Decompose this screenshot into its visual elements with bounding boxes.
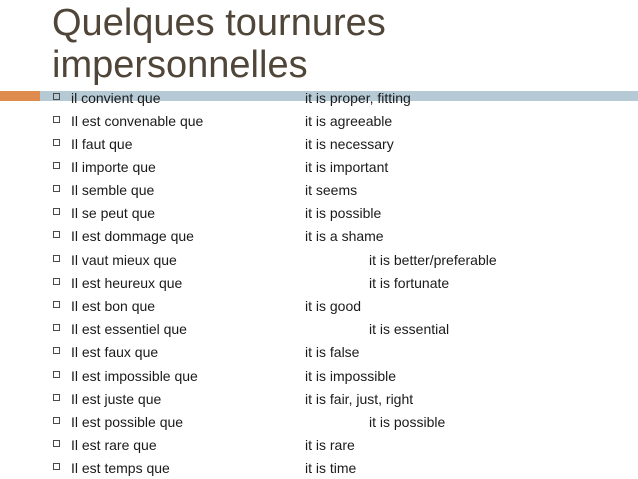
english-translation: it is a shame <box>305 228 384 244</box>
list-item <box>0 110 638 132</box>
english-translation: it is good <box>305 298 362 314</box>
list-item <box>0 295 638 317</box>
list-item <box>0 225 638 247</box>
list-item <box>0 272 638 294</box>
hollow-square-bullet-icon <box>53 301 60 308</box>
french-phrase: Il est essentiel que <box>71 321 187 337</box>
english-translation: it is false <box>305 344 360 360</box>
english-translation: it is possible <box>369 414 446 430</box>
list-item <box>0 179 638 201</box>
hollow-square-bullet-icon <box>53 185 60 192</box>
english-translation: it is essential <box>369 321 450 337</box>
hollow-square-bullet-icon <box>53 231 60 238</box>
list-item <box>0 411 638 433</box>
french-phrase: Il semble que <box>71 182 155 198</box>
list-item <box>0 388 638 410</box>
slide-title-line-2: impersonnelles <box>52 44 308 86</box>
hollow-square-bullet-icon <box>53 463 60 470</box>
list-item <box>0 341 638 363</box>
hollow-square-bullet-icon <box>53 162 60 169</box>
list-item <box>0 457 638 479</box>
english-translation: it is necessary <box>305 136 394 152</box>
french-phrase: Il est possible que <box>71 414 184 430</box>
french-phrase: Il est faux que <box>71 344 159 360</box>
hollow-square-bullet-icon <box>53 116 60 123</box>
french-phrase: Il vaut mieux que <box>71 252 177 268</box>
list-item <box>0 87 638 109</box>
hollow-square-bullet-icon <box>53 93 60 100</box>
english-translation: it is fair, just, right <box>305 391 414 407</box>
french-phrase: Il faut que <box>71 136 133 152</box>
list-item <box>0 133 638 155</box>
slide-title-line-1: Quelques tournures <box>52 2 386 44</box>
french-phrase: Il est temps que <box>71 460 170 476</box>
hollow-square-bullet-icon <box>53 208 60 215</box>
list-item <box>0 202 638 224</box>
hollow-square-bullet-icon <box>53 417 60 424</box>
hollow-square-bullet-icon <box>53 255 60 262</box>
hollow-square-bullet-icon <box>53 347 60 354</box>
hollow-square-bullet-icon <box>53 278 60 285</box>
english-translation: it is better/preferable <box>369 252 497 268</box>
list-item <box>0 156 638 178</box>
french-phrase: il convient que <box>71 90 161 106</box>
hollow-square-bullet-icon <box>53 440 60 447</box>
english-translation: it is impossible <box>305 368 397 384</box>
english-translation: it is important <box>305 159 389 175</box>
french-phrase: Il est dommage que <box>71 228 194 244</box>
english-translation: it seems <box>305 182 358 198</box>
french-phrase: Il est juste que <box>71 391 162 407</box>
english-translation: it is possible <box>305 205 382 221</box>
hollow-square-bullet-icon <box>53 394 60 401</box>
french-phrase: Il est heureux que <box>71 275 183 291</box>
list-item <box>0 318 638 340</box>
english-translation: it is agreeable <box>305 113 393 129</box>
hollow-square-bullet-icon <box>53 139 60 146</box>
english-translation: it is rare <box>305 437 355 453</box>
french-phrase: Il est rare que <box>71 437 157 453</box>
list-item <box>0 434 638 456</box>
list-item <box>0 365 638 387</box>
hollow-square-bullet-icon <box>53 371 60 378</box>
french-phrase: Il se peut que <box>71 205 156 221</box>
french-phrase: Il importe que <box>71 159 156 175</box>
hollow-square-bullet-icon <box>53 324 60 331</box>
english-translation: it is fortunate <box>369 275 450 291</box>
french-phrase: Il est bon que <box>71 298 156 314</box>
slide-title <box>52 2 572 86</box>
french-phrase: Il est impossible que <box>71 368 198 384</box>
english-translation: it is proper, fitting <box>305 90 411 106</box>
english-translation: it is time <box>305 460 357 476</box>
french-phrase: Il est convenable que <box>71 113 204 129</box>
list-item <box>0 249 638 271</box>
